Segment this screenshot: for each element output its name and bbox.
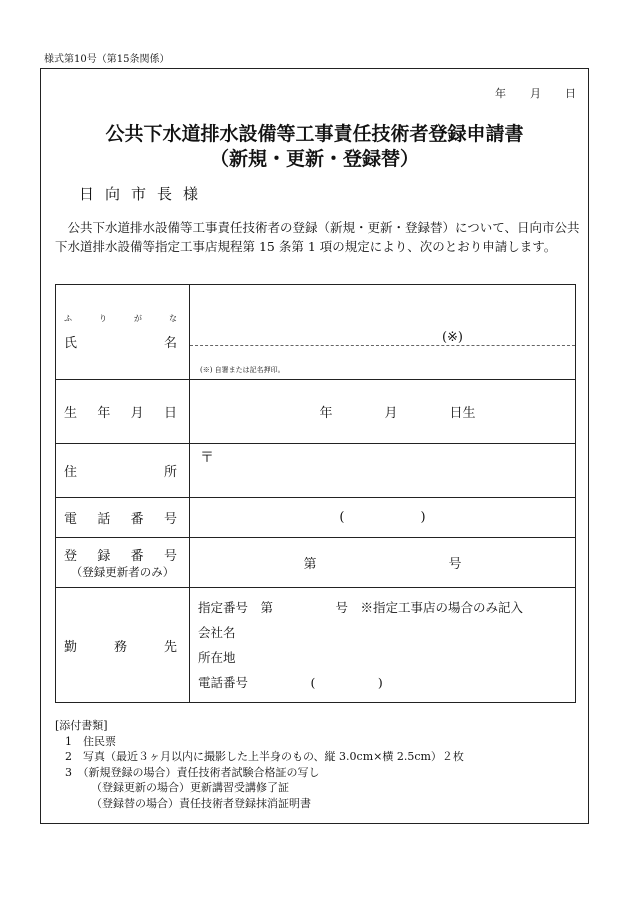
table-row: [56, 588, 576, 703]
form-subtitle: （新規・更新・登録替）: [209, 148, 419, 170]
regno-note: （登録更新者のみ）: [70, 565, 175, 579]
list-item: （登録更新の場合）更新講習受講修了証: [91, 781, 289, 794]
name-label-cell: [56, 285, 190, 380]
furigana-label: ふ り が な: [64, 314, 177, 323]
regno-field[interactable]: [190, 538, 576, 588]
application-form: [40, 68, 589, 824]
date-line: [473, 85, 578, 101]
signature-mark: (※): [441, 330, 463, 345]
workplace-field[interactable]: [190, 588, 576, 703]
date-year: 年: [495, 87, 508, 100]
table-row: [56, 380, 576, 444]
table-row: [56, 538, 576, 588]
list-item: 3 （新規登録の場合）責任技術者試験合格証の写し: [65, 765, 320, 779]
date-month: 月: [530, 87, 543, 100]
address-label: 住 所: [64, 465, 177, 480]
birth-value: 年 月 日生: [319, 406, 476, 421]
list-item: 2 写真（最近３ヶ月以内に撮影した上半身のもの、縦 3.0cm×横 2.5cm）２枚: [65, 750, 464, 763]
phone-value: ( ): [339, 510, 426, 525]
work-phone-line: 電話番号 ( ): [198, 675, 383, 690]
name-label: 氏 名: [64, 336, 177, 351]
form-title: 公共下水道排水設備等工事責任技術者登録申請書: [105, 123, 524, 145]
form-code: 様式第10号（第15条関係）: [44, 54, 170, 65]
company-name-line: 会社名: [198, 625, 236, 640]
designated-number-line: 指定番号 第 号 ※指定工事店の場合のみ記入: [198, 600, 524, 615]
birth-label: 生 年 月 日: [64, 406, 177, 421]
table-row: [56, 285, 576, 380]
signature-note: (※) 自署または記名押印。: [200, 366, 285, 374]
birth-field[interactable]: [190, 380, 576, 444]
name-field[interactable]: [190, 285, 576, 380]
applicant-table: [55, 284, 576, 703]
attachments-heading: [添付書類]: [55, 719, 108, 732]
date-day: 日: [565, 87, 578, 100]
postal-mark: 〒: [200, 450, 214, 466]
furigana-field[interactable]: [190, 319, 575, 346]
workplace-label: 勤 務 先: [64, 639, 177, 655]
table-row: [56, 498, 576, 538]
location-line: 所在地: [198, 650, 236, 665]
intro-text: 公共下水道排水設備等工事責任技術者の登録（新規・更新・登録替）について、日向市公共下水道排水設備等指定工事店規程第 15 条第 1 項の規定により、次のとおり申請します。: [55, 220, 580, 254]
attachments: [55, 718, 464, 811]
regno-label: 登 録 番 号: [64, 549, 177, 564]
list-item: 1 住民票: [65, 734, 116, 748]
list-item: （登録替の場合）責任技術者登録抹消証明書: [91, 796, 311, 810]
regno-value: 第 号: [303, 557, 462, 572]
phone-label: 電 話 番 号: [64, 512, 177, 527]
addressee: 日向市長様: [79, 185, 210, 203]
table-row: [56, 444, 576, 498]
phone-field[interactable]: [190, 498, 576, 538]
address-field[interactable]: [190, 444, 576, 498]
